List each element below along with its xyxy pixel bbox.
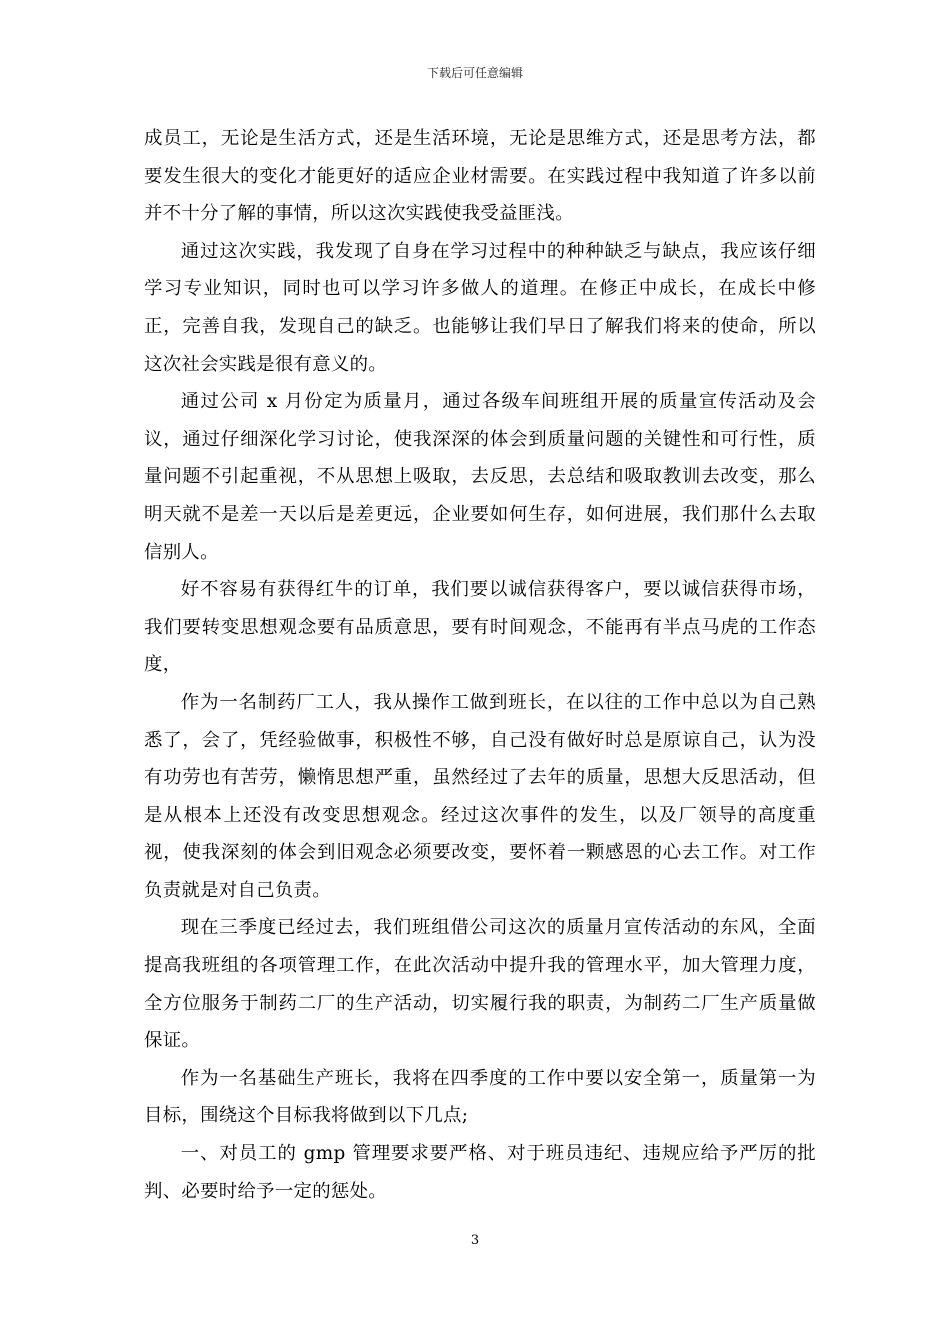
page-number: 3 [470,1233,480,1248]
page-header: 下载后可任意编辑 [426,66,523,80]
paragraph-3: 通过公司 x 月份定为质量月，通过各级车间班组开展的质量宣传活动及会议，通过仔细深化学习讨论，使我深深的体会到质量问题的关键性和可行性，质量问题不引起重视，不从思想上吸取，去反思，去总结和吸取教训去改变，那么明天就不是差一天以后是差更远，企业要如何生存，如何进展，我们那什么去取信别人。 [144,391,816,563]
document-body [144,120,816,1210]
paragraph-1: 成员工，无论是生活方式，还是生活环境，无论是思维方式，还是思考方法，都要发生很大的变化才能更好的适应企业材需要。在实践过程中我知道了许多以前并不十分了解的事情，所以这次实践使我受益匪浅。 [144,128,816,225]
paragraph-8: 一、对员工的 gmp 管理要求要严格、对于班员违纪、违规应给予严厉的批判、必要时给予一定的惩处。 [144,1143,816,1202]
paragraph-4: 好不容易有获得红牛的订单，我们要以诚信获得客户，要以诚信获得市场，我们要转变思想观念要有品质意思，要有时间观念，不能再有半点马虎的工作态度， [144,579,816,676]
paragraph-6: 现在三季度已经过去，我们班组借公司这次的质量月宣传活动的东风，全面提高我班组的各项管理工作，在此次活动中提升我的管理水平，加大管理力度，全方位服务于制药二厂的生产活动，切实履行我的职责，为制药二厂生产质量做保证。 [144,917,816,1052]
paragraph-7: 作为一名基础生产班长，我将在四季度的工作中要以安全第一，质量第一为目标，围绕这个目标我将做到以下几点; [144,1067,816,1127]
paragraph-2: 通过这次实践，我发现了自身在学习过程中的种种缺乏与缺点，我应该仔细学习专业知识，同时也可以学习许多做人的道理。在修正中成长，在成长中修正，完善自我，发现自己的缺乏。也能够让我们早日了解我们将来的使命，所以这次社会实践是很有意义的。 [144,240,816,375]
paragraph-5: 作为一名制药厂工人，我从操作工做到班长，在以往的工作中总以为自己熟悉了，会了，凭经验做事，积极性不够，自己没有做好时总是原谅自己，认为没有功劳也有苦劳，懒惰思想严重，虽然经过了去年的质量，思想大反思活动，但是从根本上还没有改变思想观念。经过这次事件的发生，以及厂领导的高度重视，使我深刻的体会到旧观念必须要改变，要怀着一颗感恩的心去工作。对工作负责就是对自己负责。 [144,691,816,901]
